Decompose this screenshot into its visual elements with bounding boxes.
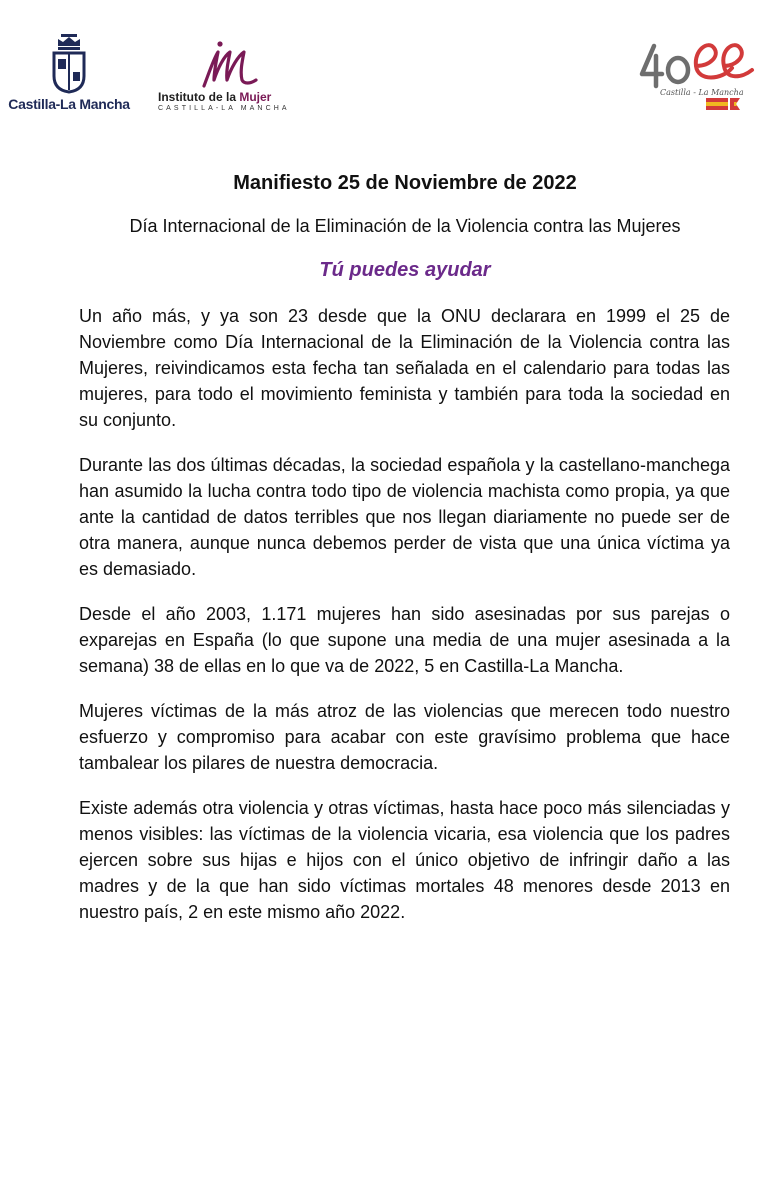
paragraph: Existe además otra violencia y otras víctimas, hasta hace poco más silenciadas y menos visibles: las víctimas de la violencia vicaria, esa violencia que los padres ejercen sobre sus hijas e hijos con el único objetivo de infringir daño a las madres y de la que han sido víctimas mortales 48 menores desde 2013 en nuestro país, 2 en este mismo año 2022. xyxy=(79,798,730,922)
header xyxy=(0,0,770,130)
document-subtitle: Día Internacional de la Eliminación de la Violencia contra las Mujeres xyxy=(129,216,681,236)
castilla-la-mancha-logo-text: Castilla-La Mancha xyxy=(8,96,130,112)
paragraph: Un año más, y ya son 23 desde que la ONU declarara en 1999 el 25 de Noviembre como Día Internacional de la Eliminación de la Violencia contra las Mujeres, reivindicamos esta fecha tan señalada en el calendario para todas las mujeres, para todo el movimiento feminista y también para toda la sociedad en su conjunto. xyxy=(79,306,730,430)
instituto-mujer-name-highlight: Mujer xyxy=(239,90,272,104)
40-aniversario-logo xyxy=(636,36,756,120)
instituto-de-la-mujer-logo xyxy=(158,40,298,112)
castilla-la-mancha-crest-icon xyxy=(49,32,89,94)
paragraph: Desde el año 2003, 1.171 mujeres han sido asesinadas por sus parejas o exparejas en España (lo que supone una media de una mujer asesinada a la semana) 38 de ellas en lo que va de 2022, 5 en Castilla-La Mancha. xyxy=(79,604,730,676)
instituto-mujer-name xyxy=(158,90,298,104)
castilla-la-mancha-logo xyxy=(6,32,132,112)
paragraph: Mujeres víctimas de la más atroz de las violencias que merecen todo nuestro esfuerzo y compromiso para acabar con este gravísimo problema que hace tambalear los pilares de nuestra democracia. xyxy=(79,701,730,773)
instituto-mujer-name-prefix: Instituto de la xyxy=(158,90,240,104)
40-aniversario-caption: Castilla - La Mancha xyxy=(660,88,744,97)
instituto-mujer-region: CASTILLA-LA MANCHA xyxy=(158,105,290,112)
document-title: Manifiesto 25 de Noviembre de 2022 xyxy=(233,172,577,194)
40-aniversario-logo-graphic xyxy=(636,36,756,120)
paragraph: Durante las dos últimas décadas, la sociedad española y la castellano-manchega han asumido la lucha contra todo tipo de violencia machista como propia, ya que ante la cantidad de datos terribles que nos llegan diariamente no puede ser de otra manera, aunque nunca debemos perder de vista que una única víctima ya es demasiado. xyxy=(79,455,730,579)
document-tagline: Tú puedes ayudar xyxy=(319,259,491,281)
document-body xyxy=(79,303,730,944)
instituto-mujer-m-icon xyxy=(196,40,260,90)
